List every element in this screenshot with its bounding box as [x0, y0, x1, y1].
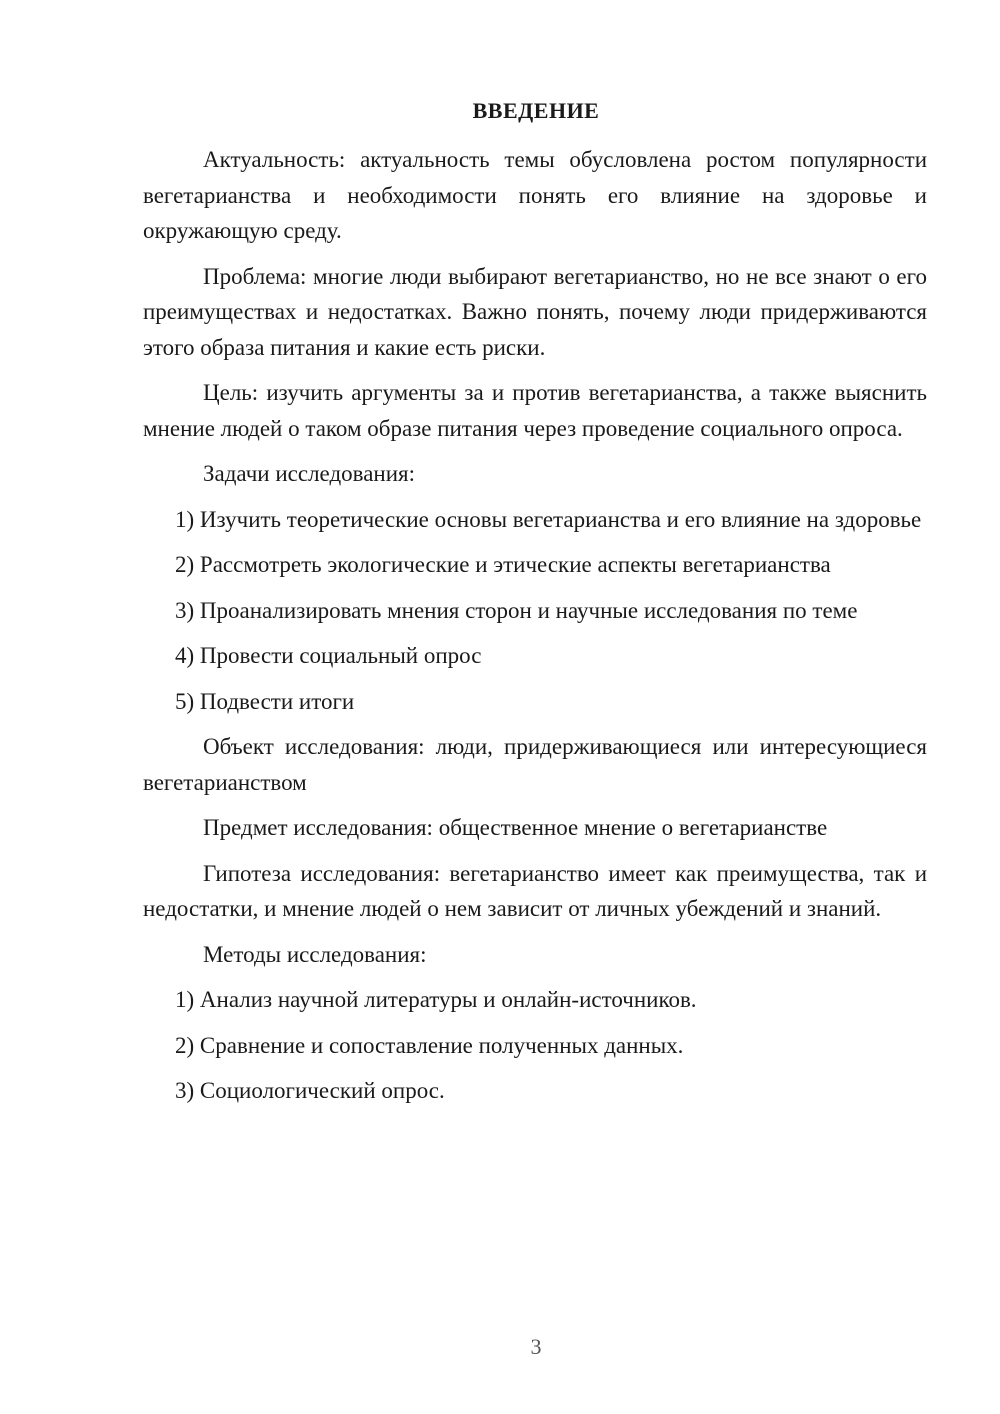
object-paragraph: Объект исследования: люди, придерживающиеся или интересующиеся вегетарианством — [143, 734, 927, 795]
task-item: 2) Рассмотреть экологические и этические аспекты вегетарианства — [175, 552, 831, 577]
page-number: 3 — [530, 1334, 542, 1359]
tasks-heading: Задачи исследования: — [203, 461, 416, 486]
task-item: 1) Изучить теоретические основы вегетарианства и его влияние на здоровье — [175, 506, 922, 532]
task-item: 3) Проанализировать мнения сторон и научные исследования по теме — [175, 597, 858, 623]
problem-paragraph: Проблема: многие люди выбирают вегетарианство, но не все знают о его преимуществах и недостатках. Важно понять, почему люди придерживаются этого образа питания и какие есть риски. — [143, 263, 927, 360]
method-item: 1) Анализ научной литературы и онлайн-источников. — [175, 987, 697, 1012]
document-body — [143, 142, 927, 1119]
hypothesis-paragraph: Гипотеза исследования: вегетарианство имеет как преимущества, так и недостатки, и мнение людей о нем зависит от личных убеждений и знаний. — [143, 860, 927, 921]
methods-heading: Методы исследования: — [203, 941, 427, 967]
task-item: 4) Провести социальный опрос — [175, 643, 482, 668]
section-title: ВВЕДЕНИЕ — [472, 98, 600, 123]
relevance-paragraph: Актуальность: актуальность темы обусловлена ростом популярности вегетарианства и необходимости понять его влияние на здоровье и окружающую среду. — [143, 147, 927, 243]
task-item: 5) Подвести итоги — [175, 688, 355, 714]
method-item: 3) Социологический опрос. — [175, 1078, 445, 1103]
method-item: 2) Сравнение и сопоставление полученных данных. — [175, 1032, 684, 1058]
goal-paragraph: Цель: изучить аргументы за и против вегетарианства, а также выяснить мнение людей о таком образе питания через проведение социального опроса. — [143, 380, 927, 441]
subject-paragraph: Предмет исследования: общественное мнение о вегетарианстве — [203, 815, 828, 840]
